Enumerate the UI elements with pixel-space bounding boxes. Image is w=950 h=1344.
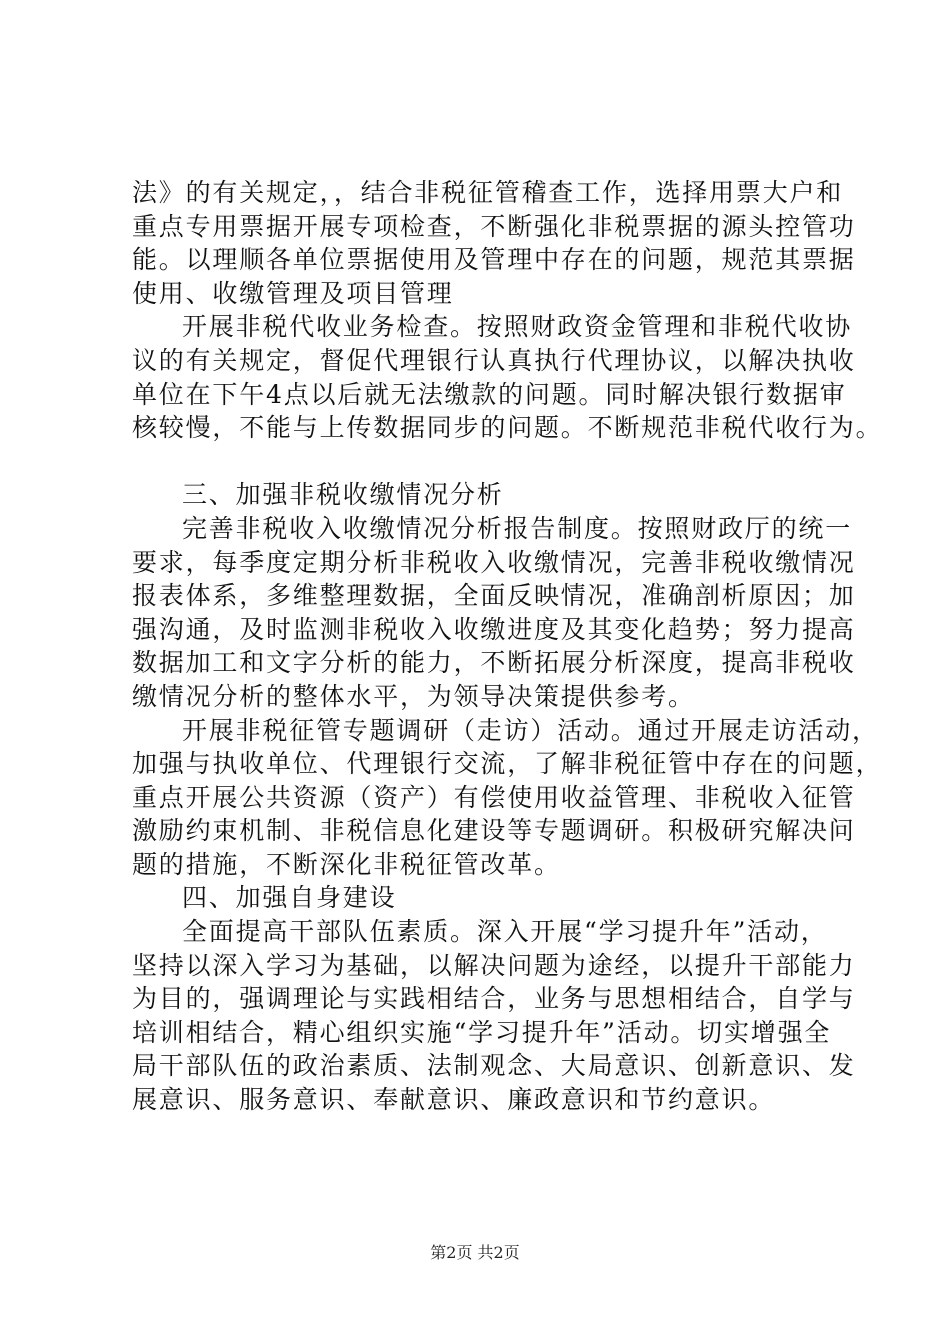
text-line: 强沟通，及时监测非税收入收缴进度及其变化趋势；努力提高 <box>132 614 856 644</box>
text-line: 单位在下午4点以后就无法缴款的问题。同时解决银行数据审 <box>132 379 847 409</box>
text-line: 议的有关规定，督促代理银行认真执行代理协议，以解决执收 <box>132 345 856 375</box>
text-line: 加强与执收单位、代理银行交流，了解非税征管中存在的问题， <box>132 749 883 779</box>
text-line: 激励约束机制、非税信息化建设等专题调研。积极研究解决问 <box>132 816 856 846</box>
text-line: 法》的有关规定，，结合非税征管稽查工作，选择用票大户和 <box>132 178 844 207</box>
text-line: 为目的，强调理论与实践相结合，业务与思想相结合，自学与 <box>132 984 856 1014</box>
section-heading: 三、加强非税收缴情况分析 <box>182 480 504 510</box>
text-line: 核较慢，不能与上传数据同步的问题。不断规范非税代收行为。 <box>132 413 883 443</box>
text-line: 能。以理顺各单位票据使用及管理中存在的问题，规范其票据 <box>132 245 856 275</box>
text-line: 坚持以深入学习为基础，以解决问题为途经，以提升干部能力 <box>132 950 856 980</box>
section-heading: 四、加强自身建设 <box>182 883 397 913</box>
text-line: 重点开展公共资源（资产）有偿使用收益管理、非税收入征管 <box>132 782 856 812</box>
paragraph-first-line: 开展非税代收业务检查。按照财政资金管理和非税代收协 <box>182 312 853 342</box>
text-line: 题的措施，不断深化非税征管改革。 <box>132 849 561 879</box>
text-line: 重点专用票据开展专项检查，不断强化非税票据的源头控管功 <box>132 211 856 241</box>
paragraph-first-line: 全面提高干部队伍素质。深入开展“学习提升年”活动， <box>182 917 828 947</box>
text-line: 展意识、服务意识、奉献意识、廉政意识和节约意识。 <box>132 1085 776 1115</box>
page-number: 第2页 共2页 <box>430 1243 520 1262</box>
text-line: 培训相结合，精心组织实施“学习提升年”活动。切实增强全 <box>132 1017 832 1047</box>
text-line: 报表体系，多维整理数据，全面反映情况，准确剖析原因；加 <box>132 581 856 611</box>
text-line: 局干部队伍的政治素质、法制观念、大局意识、创新意识、发 <box>132 1051 856 1081</box>
paragraph-first-line: 完善非税收入收缴情况分析报告制度。按照财政厅的统一 <box>182 513 853 543</box>
text-line: 要求，每季度定期分析非税收入收缴情况，完善非税收缴情况 <box>132 547 856 577</box>
paragraph-first-line: 开展非税征管专题调研（走访）活动。通过开展走访活动， <box>182 715 879 745</box>
text-line: 缴情况分析的整体水平，为领导决策提供参考。 <box>132 681 695 711</box>
text-line: 使用、收缴管理及项目管理 <box>132 278 454 308</box>
document-body <box>132 176 883 1117</box>
text-line: 数据加工和文字分析的能力，不断拓展分析深度，提高非税收 <box>132 648 856 678</box>
blank-line <box>132 445 848 479</box>
